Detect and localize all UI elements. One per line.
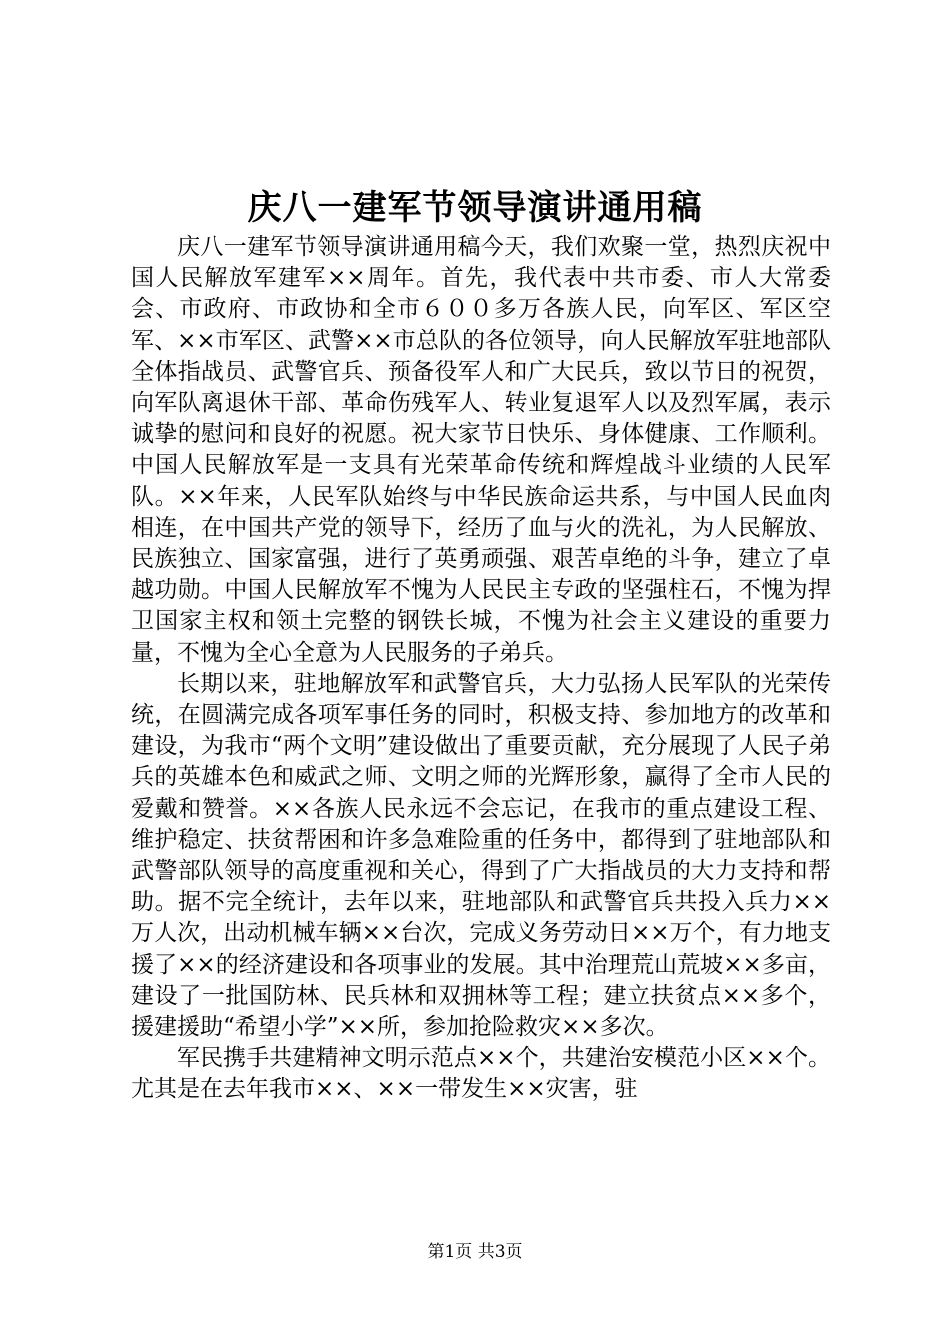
page-footer: 第1页 共3页 xyxy=(427,1242,523,1262)
paragraph-2: 长期以来，驻地解放军和武警官兵，大力弘扬人民军队的光荣传统，在圆满完成各项军事任务的同时，积极支持、参加地方的改革和建设，为我市“两个文明”建设做出了重要贡献，充分展现了人民子弟兵的英雄本色和威武之师、文明之师的光辉形象，赢得了全市人民的爱戴和赞誉。××各族人民永远不会忘记，在我市的重点建设工程、维护稳定、扶贫帮困和许多急难险重的任务中，都得到了驻地部队和武警部队领导的高度重视和关心，得到了广大指战员的大力支持和帮助。据不完全统计，去年以来，驻地部队和武警官兵共投入兵力××万人次，出动机械车辆××台次，完成义务劳动日××万个，有力地支援了××的经济建设和各项事业的发展。其中治理荒山荒坡××多亩，建设了一批国防林、民兵林和双拥林等工程；建立扶贫点××多个，援建援助“希望小学”××所，参加抢险救灾××多次。 xyxy=(131,670,831,1041)
document-body xyxy=(131,232,831,1106)
paragraph-3: 军民携手共建精神文明示范点××个，共建治安模范小区××个。尤其是在去年我市××、××一带发生××灾害，驻 xyxy=(131,1045,831,1103)
paragraph-1: 庆八一建军节领导演讲通用稿今天，我们欢聚一堂，热烈庆祝中国人民解放军建军××周年。首先，我代表中共市委、市人大常委会、市政府、市政协和全市６００多万各族人民，向军区、军区空军、××市军区、武警××市总队的各位领导，向人民解放军驻地部队全体指战员、武警官兵、预备役军人和广大民兵，致以节日的祝贺，向军队离退休干部、革命伤残军人、转业复退军人以及烈军属，表示诚挚的慰问和良好的祝愿。祝大家节日快乐、身体健康、工作顺利。中国人民解放军是一支具有光荣革命传统和辉煌战斗业绩的人民军队。××年来，人民军队始终与中华民族命运共系，与中国人民血肉相连，在中国共产党的领导下，经历了血与火的洗礼，为人民解放、民族独立、国家富强，进行了英勇顽强、艰苦卓绝的斗争，建立了卓越功勋。中国人民解放军不愧为人民民主专政的坚强柱石，不愧为捍卫国家主权和领土完整的钢铁长城，不愧为社会主义建设的重要力量，不愧为全心全意为人民服务的子弟兵。 xyxy=(131,234,831,666)
document-title: 庆八一建军节领导演讲通用稿 xyxy=(247,188,703,228)
